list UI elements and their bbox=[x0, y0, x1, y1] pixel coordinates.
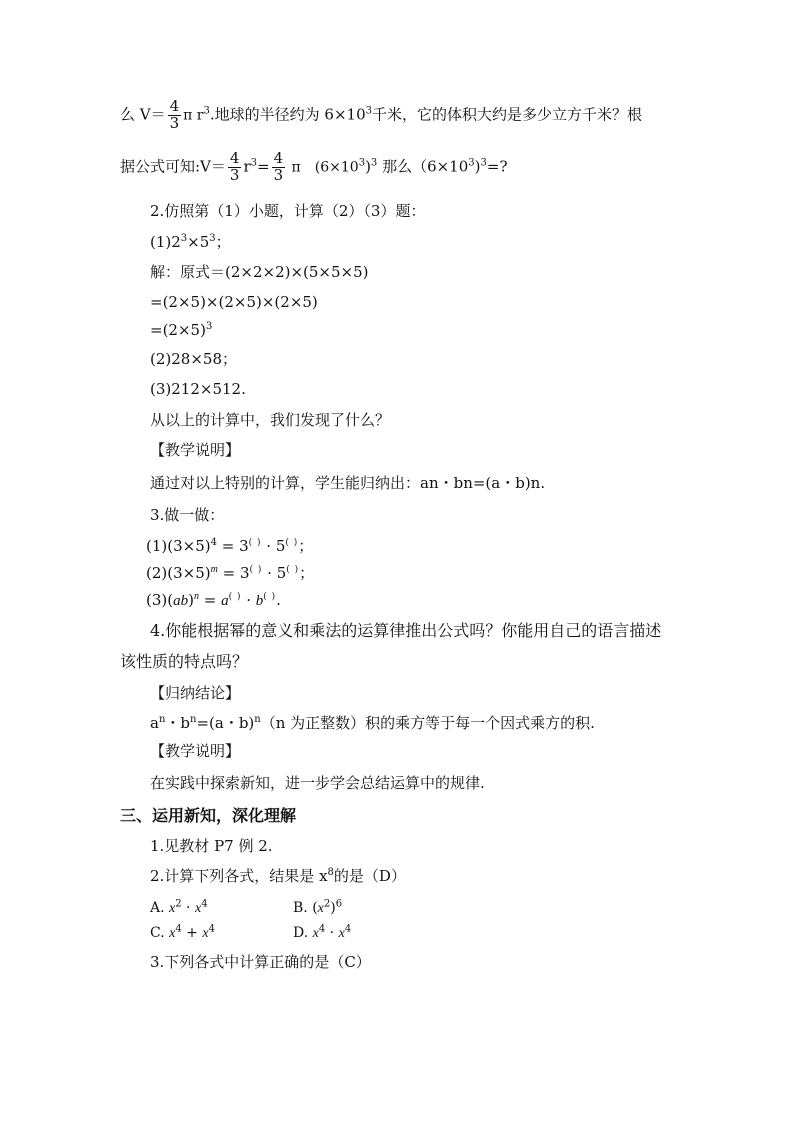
option-d bbox=[293, 923, 352, 941]
answer-blank: ( ) bbox=[228, 592, 242, 602]
fraction-numerator: 4 bbox=[169, 97, 180, 115]
option-label: C. bbox=[150, 925, 170, 941]
fraction-numerator: 4 bbox=[273, 149, 284, 167]
exponent: n bbox=[190, 714, 197, 725]
exponent: 4 bbox=[175, 923, 182, 935]
text-segment: = bbox=[198, 591, 222, 609]
exponent: 3 bbox=[250, 157, 257, 169]
variable-x: x bbox=[169, 926, 176, 941]
text-segment: (1)2 bbox=[150, 233, 181, 251]
question-3-part-3 bbox=[146, 593, 281, 609]
variable-ab: ab bbox=[173, 593, 189, 609]
exponent: 3 bbox=[365, 105, 372, 117]
exponent: 3 bbox=[358, 157, 366, 169]
text-segment: 2.计算下列各式，结果是 x bbox=[150, 867, 328, 885]
answer-blank: ( ) bbox=[263, 592, 277, 602]
variable-x: x bbox=[169, 901, 176, 916]
text-segment: a bbox=[150, 714, 159, 732]
text-segment: 的是（D） bbox=[333, 867, 406, 885]
option-label: D. bbox=[293, 925, 313, 941]
text-segment: = 3 bbox=[217, 564, 250, 582]
fraction-numerator: 4 bbox=[229, 149, 240, 167]
solution-line-2: =(2×5)×(2×5)×(2×5) bbox=[150, 293, 318, 311]
text-segment: ) bbox=[474, 157, 481, 176]
exponent: 3 bbox=[203, 105, 210, 117]
text-segment: ×5 bbox=[187, 233, 210, 251]
question-4-line-2: 该性质的特点吗？ bbox=[120, 652, 249, 671]
conclusion-title: 【归纳结论】 bbox=[150, 684, 241, 702]
exponent: 4 bbox=[201, 898, 208, 910]
fraction bbox=[272, 151, 286, 184]
text-segment: 么 V＝ bbox=[120, 105, 166, 124]
text-segment: π (6×10 bbox=[287, 159, 359, 176]
example-2 bbox=[150, 869, 406, 884]
option-a bbox=[150, 898, 208, 916]
variable-x: x bbox=[317, 901, 324, 916]
section-heading-3: 三、运用新知，深化理解 bbox=[120, 806, 297, 825]
variable-x: x bbox=[194, 901, 202, 916]
exponent: 3 bbox=[480, 157, 487, 169]
text-segment: =? bbox=[486, 157, 508, 176]
text-segment: · bbox=[325, 925, 339, 941]
variable-a: a bbox=[221, 593, 229, 609]
solution-line-3 bbox=[150, 323, 212, 338]
exponent: 4 bbox=[344, 923, 352, 935]
fraction-denominator: 3 bbox=[169, 113, 180, 132]
question-3-part-1 bbox=[146, 539, 313, 554]
fraction bbox=[228, 151, 242, 184]
example-3: 3.下列各式中计算正确的是（C） bbox=[150, 953, 371, 971]
text-segment: · 5 bbox=[262, 564, 287, 582]
question-2-part-2: (2)28×58； bbox=[150, 350, 237, 368]
text-segment: （n 为正整数）积的乘方等于每一个因式乘方的积. bbox=[260, 714, 595, 732]
text-segment: ； bbox=[215, 233, 231, 251]
exponent: 3 bbox=[205, 321, 213, 332]
text-segment: + bbox=[181, 925, 203, 941]
text-segment: =(a・b) bbox=[196, 714, 255, 732]
exponent: m bbox=[210, 564, 218, 575]
question-3: 3.做一做： bbox=[150, 506, 225, 524]
exponent: 2 bbox=[175, 898, 182, 910]
exponent: 4 bbox=[210, 537, 217, 548]
text-segment: =(2×5) bbox=[150, 321, 206, 339]
text-segment: (1)(3×5) bbox=[146, 537, 211, 555]
exponent: n bbox=[254, 714, 261, 725]
text-segment: = 3 bbox=[216, 537, 249, 555]
teaching-note-2-text: 在实践中探索新知，进一步学会总结运算中的规律. bbox=[150, 774, 485, 792]
fraction-denominator: 3 bbox=[229, 165, 240, 184]
discovery-question: 从以上的计算中，我们发现了什么？ bbox=[150, 411, 391, 429]
text-segment: = bbox=[256, 157, 270, 176]
question-3-part-2 bbox=[146, 566, 314, 581]
text-segment: . bbox=[276, 591, 281, 609]
variable-x: x bbox=[312, 926, 319, 941]
text-segment: (2)(3×5) bbox=[146, 564, 211, 582]
text-segment: 据公式可知:V＝ bbox=[120, 157, 226, 176]
exponent: n bbox=[193, 591, 199, 602]
text-segment: 那么（6×10 bbox=[377, 157, 469, 176]
exponent: 6 bbox=[335, 898, 343, 910]
solution-line-1: 解：原式＝(2×2×2)×(5×5×5) bbox=[150, 263, 369, 281]
text-line-2 bbox=[120, 151, 508, 184]
option-label: B. ( bbox=[293, 900, 318, 916]
exponent: 8 bbox=[327, 867, 334, 878]
text-segment: 千米，它的体积大约是多少立方千米？根 bbox=[372, 105, 643, 124]
option-c bbox=[150, 923, 215, 941]
option-label: A. bbox=[150, 900, 170, 916]
answer-blank: ( ) bbox=[286, 565, 300, 575]
answer-blank: ( ) bbox=[248, 538, 262, 548]
text-line-1 bbox=[120, 99, 642, 132]
fraction-denominator: 3 bbox=[273, 165, 284, 184]
text-segment: π r bbox=[183, 107, 204, 124]
exponent: 3 bbox=[209, 233, 216, 244]
text-segment: r bbox=[243, 157, 251, 176]
fraction bbox=[168, 99, 182, 132]
exponent: n bbox=[158, 714, 166, 725]
teaching-note-title: 【教学说明】 bbox=[150, 441, 241, 459]
text-segment: ) bbox=[188, 591, 194, 609]
text-segment: .地球的半径约为 6×10 bbox=[209, 105, 366, 124]
teaching-note-text: 通过对以上特别的计算，学生能归纳出：an・bn=(a・b)n. bbox=[150, 474, 546, 492]
exponent: 3 bbox=[370, 157, 378, 169]
exponent: 4 bbox=[318, 923, 326, 935]
answer-blank: ( ) bbox=[249, 565, 263, 575]
option-b bbox=[293, 898, 343, 916]
text-segment: ； bbox=[298, 537, 314, 555]
exponent: 4 bbox=[208, 923, 215, 935]
exponent: 3 bbox=[180, 233, 188, 244]
exponent: 2 bbox=[323, 898, 331, 910]
text-segment: · bbox=[181, 900, 195, 916]
text-segment: ) bbox=[330, 900, 336, 916]
conclusion-text bbox=[150, 716, 595, 731]
teaching-note-2-title: 【教学说明】 bbox=[150, 742, 241, 760]
variable-x: x bbox=[202, 926, 209, 941]
question-2-part-1 bbox=[150, 235, 231, 250]
exponent: 3 bbox=[468, 157, 475, 169]
text-segment: ； bbox=[299, 564, 315, 582]
example-1: 1.见教材 P7 例 2. bbox=[150, 837, 273, 855]
answer-blank: ( ) bbox=[285, 538, 299, 548]
question-4-line-1: 4.你能根据幂的意义和乘法的运算律推出公式吗？你能用自己的语言描述 bbox=[150, 621, 662, 640]
text-segment: (3)( bbox=[146, 591, 174, 609]
variable-b: b bbox=[255, 593, 264, 609]
text-segment: ・b bbox=[165, 714, 191, 732]
text-segment: ) bbox=[365, 157, 371, 176]
question-2-part-3: (3)212×512. bbox=[150, 380, 246, 398]
question-2: 2.仿照第（1）小题，计算（2）（3）题： bbox=[150, 202, 426, 220]
variable-x: x bbox=[338, 926, 345, 941]
text-segment: · 5 bbox=[261, 537, 286, 555]
text-segment: · bbox=[241, 591, 256, 609]
